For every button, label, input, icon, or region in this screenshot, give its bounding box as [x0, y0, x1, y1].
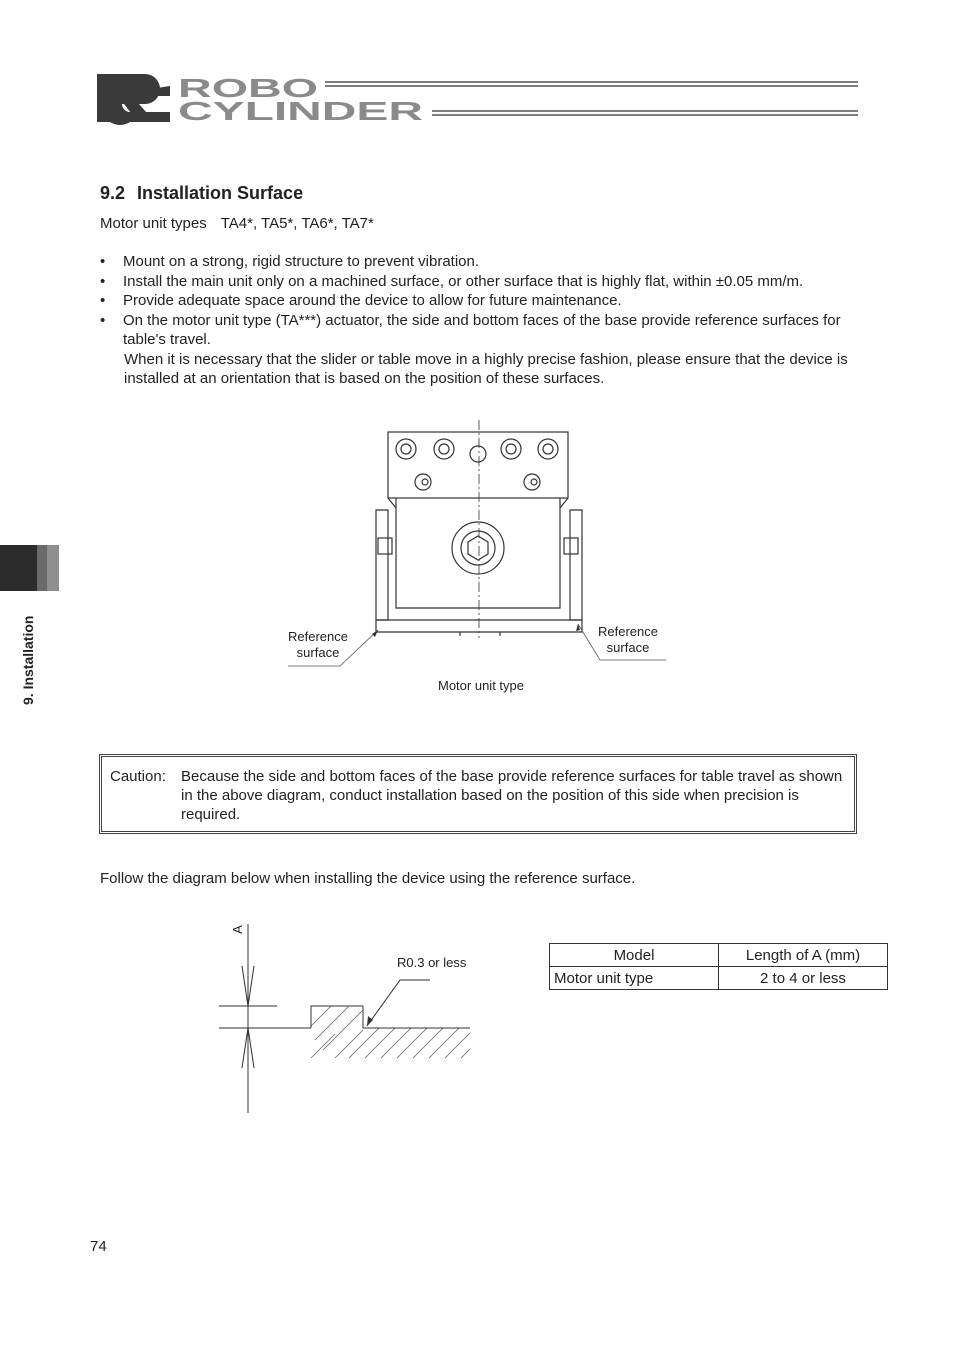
motor-types-label: Motor unit types: [100, 215, 207, 232]
bullet-text: Mount on a strong, rigid structure to prevent vibration.: [123, 253, 480, 270]
robo-cylinder-logo: [95, 70, 861, 126]
svg-text:ROBO: ROBO: [178, 73, 318, 103]
section-title: Installation Surface: [137, 183, 304, 203]
left-reference-label-line2: surface: [296, 645, 340, 660]
table-cell: Motor unit type: [550, 967, 719, 990]
page-number: 74: [90, 1238, 107, 1255]
motor-unit-diagram: [280, 418, 680, 703]
caution-label: Caution:: [110, 768, 166, 785]
chapter-tab-marker-stripe: [37, 545, 47, 591]
right-reference-label: [590, 624, 666, 656]
radius-note: R0.3 or less: [397, 955, 467, 970]
bullet-text: On the motor unit type (TA***) actuator, the side and bottom faces of the base provide reference surfaces for table's travel.: [123, 311, 841, 348]
left-reference-label-line1: Reference: [288, 629, 348, 644]
bullet-text: Install the main unit only on a machined surface, or other surface that is highly flat, within ±0.05 mm/m.: [123, 272, 804, 290]
chamfer-detail-drawing: [215, 918, 475, 1118]
right-reference-label-line1: Reference: [598, 624, 658, 639]
bullet-item: • Install the main unit only on a machined surface, or other surface that is highly flat, within ±0.05 mm/m.: [100, 272, 804, 290]
length-a-table: [549, 943, 888, 990]
right-reference-label-line2: surface: [606, 640, 650, 655]
motor-types-line: [100, 215, 374, 232]
bullet-continuation: When it is necessary that the slider or table move in a highly precise fashion, please ensure that the device is installed at an orientation that is based on the position of these surfaces.: [124, 350, 848, 387]
table-cell: 2 to 4 or less: [719, 967, 888, 990]
table-header-cell: Length of A (mm): [719, 944, 888, 967]
chapter-side-label: 9. Installation: [20, 615, 36, 705]
section-number: 9.2: [100, 183, 126, 203]
bullet-item: • Provide adequate space around the device to allow for future maintenance.: [100, 292, 622, 309]
table-row: [550, 967, 888, 990]
caution-box: [99, 754, 857, 834]
section-heading: [100, 183, 303, 204]
caution-text: Because the side and bottom faces of the base provide reference surfaces for table travel as shown in the above diagram, conduct installation based on the position of this side when precision is required.: [181, 768, 843, 823]
svg-text:CYLINDER: CYLINDER: [178, 96, 424, 126]
left-reference-label: [280, 629, 356, 661]
table-header-row: [550, 944, 888, 967]
table-header-cell: Model: [550, 944, 719, 967]
reference-surface-detail-diagram: [215, 918, 475, 1118]
bullet-text: Provide adequate space around the device to allow for future maintenance.: [123, 292, 622, 309]
dimension-a-label: A: [229, 925, 245, 934]
figure-caption: Motor unit type: [438, 678, 524, 693]
installation-bullet-list: [100, 252, 860, 389]
motor-types-value: TA4*, TA5*, TA6*, TA7*: [220, 215, 374, 232]
bullet-item: • On the motor unit type (TA***) actuator, the side and bottom faces of the base provide reference surfaces for table's travel. When it is necessary that the slider or table move in a highly precise fashion, please ensure that the device is installed at an orientation that is based on the position of these surfaces.: [100, 311, 860, 389]
chapter-tab-marker-stripe: [47, 545, 59, 591]
follow-instruction: Follow the diagram below when installing the device using the reference surface.: [100, 870, 636, 887]
bullet-item: • Mount on a strong, rigid structure to prevent vibration.: [100, 253, 480, 270]
chapter-tab-marker: [0, 545, 37, 591]
